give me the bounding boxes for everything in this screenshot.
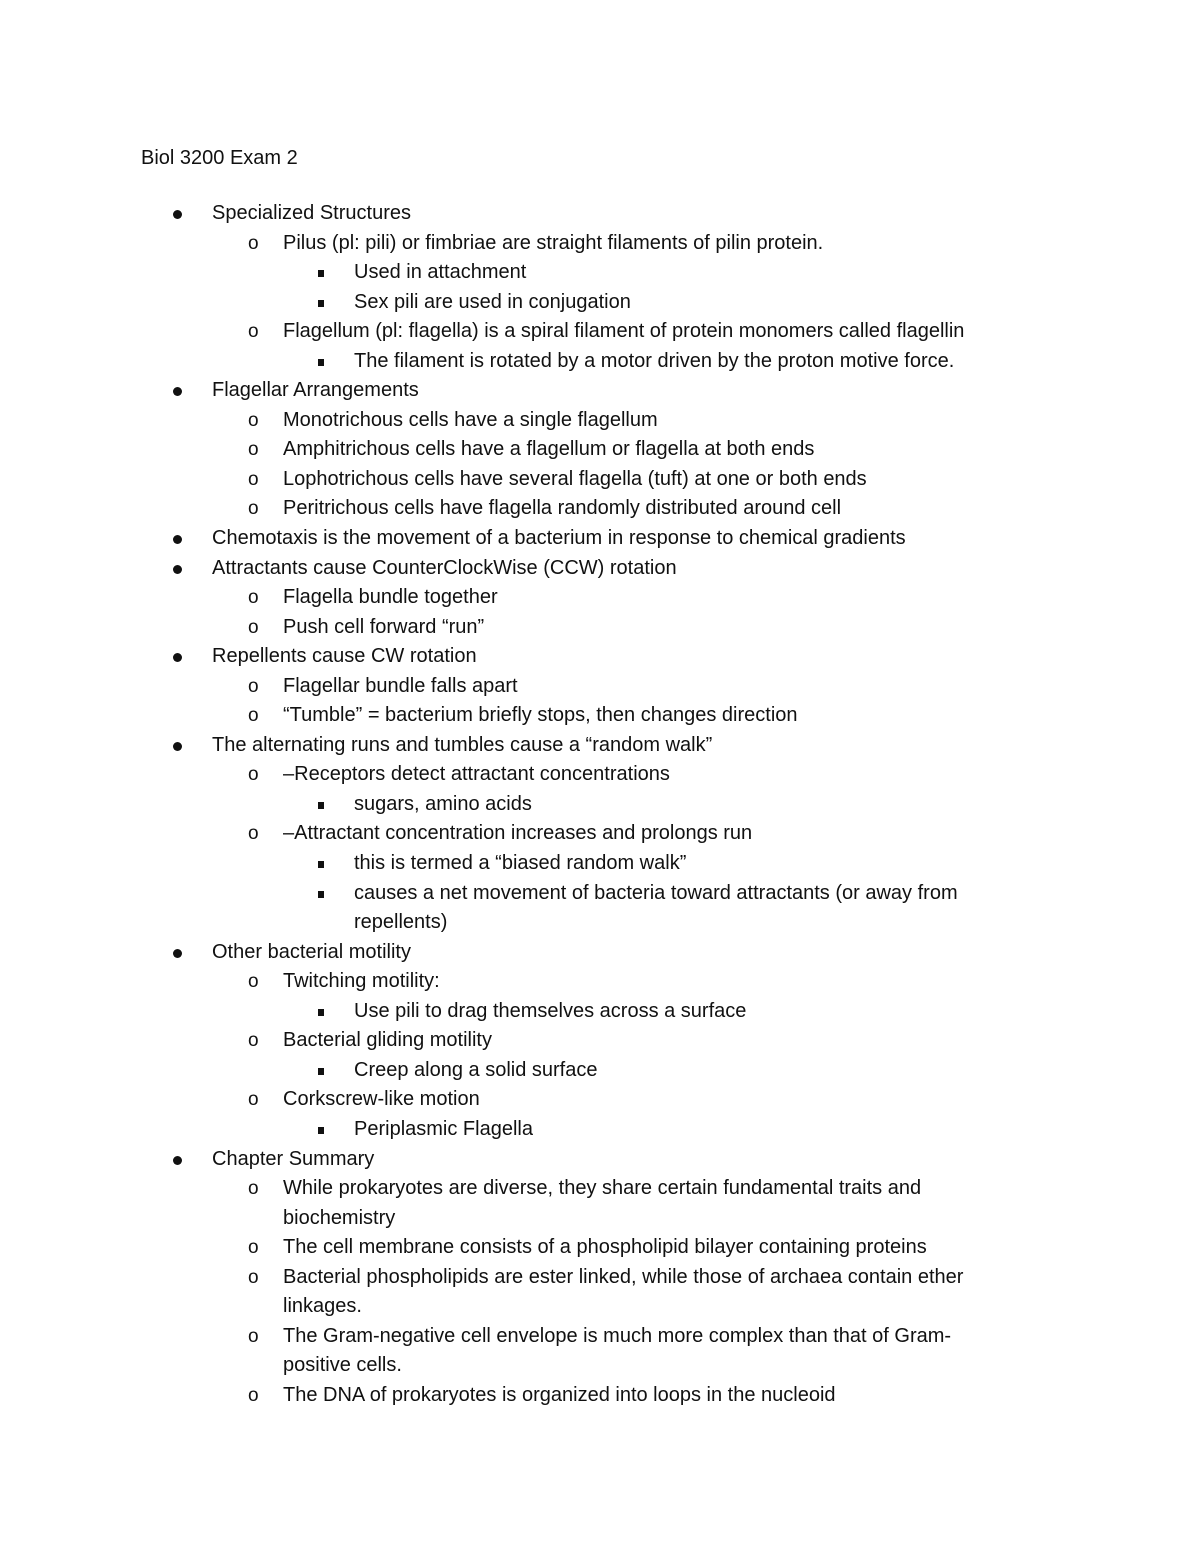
item-text: The filament is rotated by a motor driven by the proton motive force. — [354, 349, 955, 372]
circle-bullet-icon: o — [248, 675, 259, 697]
bullet-item — [0, 524, 1200, 554]
item-text: Lophotrichous cells have several flagella (tuft) at one or both ends — [283, 467, 867, 490]
circle-bullet-icon: o — [248, 971, 259, 993]
document-title: Biol 3200 Exam 2 — [141, 147, 298, 169]
item-text: positive cells. — [283, 1354, 402, 1377]
item-text: repellents) — [354, 911, 448, 934]
sub-bullet-item — [0, 1233, 1200, 1263]
item-text: The cell membrane consists of a phospholipid bilayer containing proteins — [283, 1236, 927, 1259]
sub-bullet-item — [0, 583, 1200, 613]
item-text: The DNA of prokaryotes is organized into loops in the nucleoid — [283, 1383, 836, 1406]
item-text: Attractants cause CounterClockWise (CCW) rotation — [212, 556, 677, 579]
bullet-outline — [0, 199, 1200, 1410]
sub-sub-bullet-item — [0, 849, 1200, 879]
item-text: –Attractant concentration increases and prolongs run — [283, 822, 753, 845]
sub-sub-bullet-item — [0, 258, 1200, 288]
sub-bullet-item — [0, 672, 1200, 702]
item-text: The Gram-negative cell envelope is much more complex than that of Gram- — [283, 1324, 952, 1347]
sub-sub-bullet-item — [0, 347, 1200, 377]
item-text: Flagellar bundle falls apart — [283, 674, 518, 697]
sub-bullet-item — [0, 701, 1200, 731]
item-text: Use pili to drag themselves across a surface — [354, 999, 747, 1022]
circle-bullet-icon: o — [248, 1178, 259, 1200]
bullet-item — [0, 642, 1200, 672]
item-text: –Receptors detect attractant concentrations — [283, 763, 670, 786]
item-text: Flagella bundle together — [283, 586, 498, 609]
circle-bullet-icon: o — [248, 705, 259, 727]
circle-bullet-icon: o — [248, 321, 259, 343]
item-text: Amphitrichous cells have a flagellum or flagella at both ends — [283, 438, 815, 461]
sub-bullet-item — [0, 494, 1200, 524]
circle-bullet-icon: o — [248, 764, 259, 786]
item-text: Other bacterial motility — [212, 940, 411, 963]
sub-bullet-item — [0, 435, 1200, 465]
circle-bullet-icon: o — [248, 1089, 259, 1111]
item-text: Twitching motility: — [283, 970, 440, 993]
item-text: Repellents cause CW rotation — [212, 645, 477, 668]
bullet-item — [0, 376, 1200, 406]
item-text: The alternating runs and tumbles cause a “random walk” — [212, 733, 713, 756]
sub-bullet-item — [0, 967, 1200, 997]
circle-bullet-icon: o — [248, 498, 259, 520]
sub-sub-bullet-item — [0, 997, 1200, 1027]
item-text: sugars, amino acids — [354, 792, 532, 815]
item-text: Chapter Summary — [212, 1147, 375, 1170]
sub-bullet-item — [0, 317, 1200, 347]
item-text: Specialized Structures — [212, 202, 411, 224]
circle-bullet-icon: o — [248, 1237, 259, 1259]
circle-bullet-icon: o — [248, 1266, 259, 1288]
circle-bullet-icon: o — [248, 439, 259, 461]
sub-bullet-item — [0, 465, 1200, 495]
item-text: “Tumble” = bacterium briefly stops, then changes direction — [283, 704, 798, 727]
sub-bullet-item — [0, 1174, 1200, 1233]
bullet-item — [0, 731, 1200, 761]
circle-bullet-icon: o — [248, 616, 259, 638]
item-text: biochemistry — [283, 1206, 396, 1229]
sub-bullet-item — [0, 1263, 1200, 1322]
sub-sub-bullet-item — [0, 1056, 1200, 1086]
sub-bullet-item — [0, 1381, 1200, 1411]
item-text: Peritrichous cells have flagella randomly distributed around cell — [283, 497, 842, 520]
item-text: Push cell forward “run” — [283, 615, 485, 638]
item-text: While prokaryotes are diverse, they share certain fundamental traits and — [283, 1177, 922, 1200]
circle-bullet-icon: o — [248, 1030, 259, 1052]
sub-bullet-item — [0, 819, 1200, 849]
item-text: Bacterial phospholipids are ester linked, while those of archaea contain ether — [283, 1265, 964, 1288]
item-text: linkages. — [283, 1295, 362, 1318]
sub-bullet-item — [0, 1026, 1200, 1056]
item-text: Creep along a solid surface — [354, 1058, 598, 1081]
sub-sub-bullet-item — [0, 288, 1200, 318]
item-text: this is termed a “biased random walk” — [354, 852, 687, 875]
sub-bullet-item — [0, 1322, 1200, 1381]
circle-bullet-icon: o — [248, 1325, 259, 1347]
sub-sub-bullet-item — [0, 790, 1200, 820]
item-text: Bacterial gliding motility — [283, 1029, 492, 1052]
sub-bullet-item — [0, 229, 1200, 259]
item-text: Used in attachment — [354, 261, 527, 284]
circle-bullet-icon: o — [248, 587, 259, 609]
item-text: Flagellum (pl: flagella) is a spiral filament of protein monomers called flagellin — [283, 320, 965, 343]
circle-bullet-icon: o — [248, 468, 259, 490]
sub-sub-bullet-item — [0, 879, 1200, 938]
sub-bullet-item — [0, 613, 1200, 643]
item-text: Corkscrew-like motion — [283, 1088, 480, 1111]
bullet-item — [0, 199, 1200, 229]
bullet-item — [0, 938, 1200, 968]
sub-bullet-item — [0, 1085, 1200, 1115]
sub-bullet-item — [0, 760, 1200, 790]
bullet-item — [0, 554, 1200, 584]
item-text: Periplasmic Flagella — [354, 1117, 533, 1140]
circle-bullet-icon: o — [248, 823, 259, 845]
circle-bullet-icon: o — [248, 409, 259, 431]
item-text: causes a net movement of bacteria toward attractants (or away from — [354, 881, 958, 904]
item-text: Chemotaxis is the movement of a bacterium in response to chemical gradients — [212, 527, 906, 550]
item-text: Monotrichous cells have a single flagellum — [283, 408, 658, 431]
circle-bullet-icon: o — [248, 1384, 259, 1406]
bullet-item — [0, 1145, 1200, 1175]
item-text: Sex pili are used in conjugation — [354, 290, 631, 313]
sub-sub-bullet-item — [0, 1115, 1200, 1145]
item-text: Pilus (pl: pili) or fimbriae are straight filaments of pilin protein. — [283, 231, 824, 254]
circle-bullet-icon: o — [248, 232, 259, 254]
item-text: Flagellar Arrangements — [212, 379, 419, 402]
sub-bullet-item — [0, 406, 1200, 436]
